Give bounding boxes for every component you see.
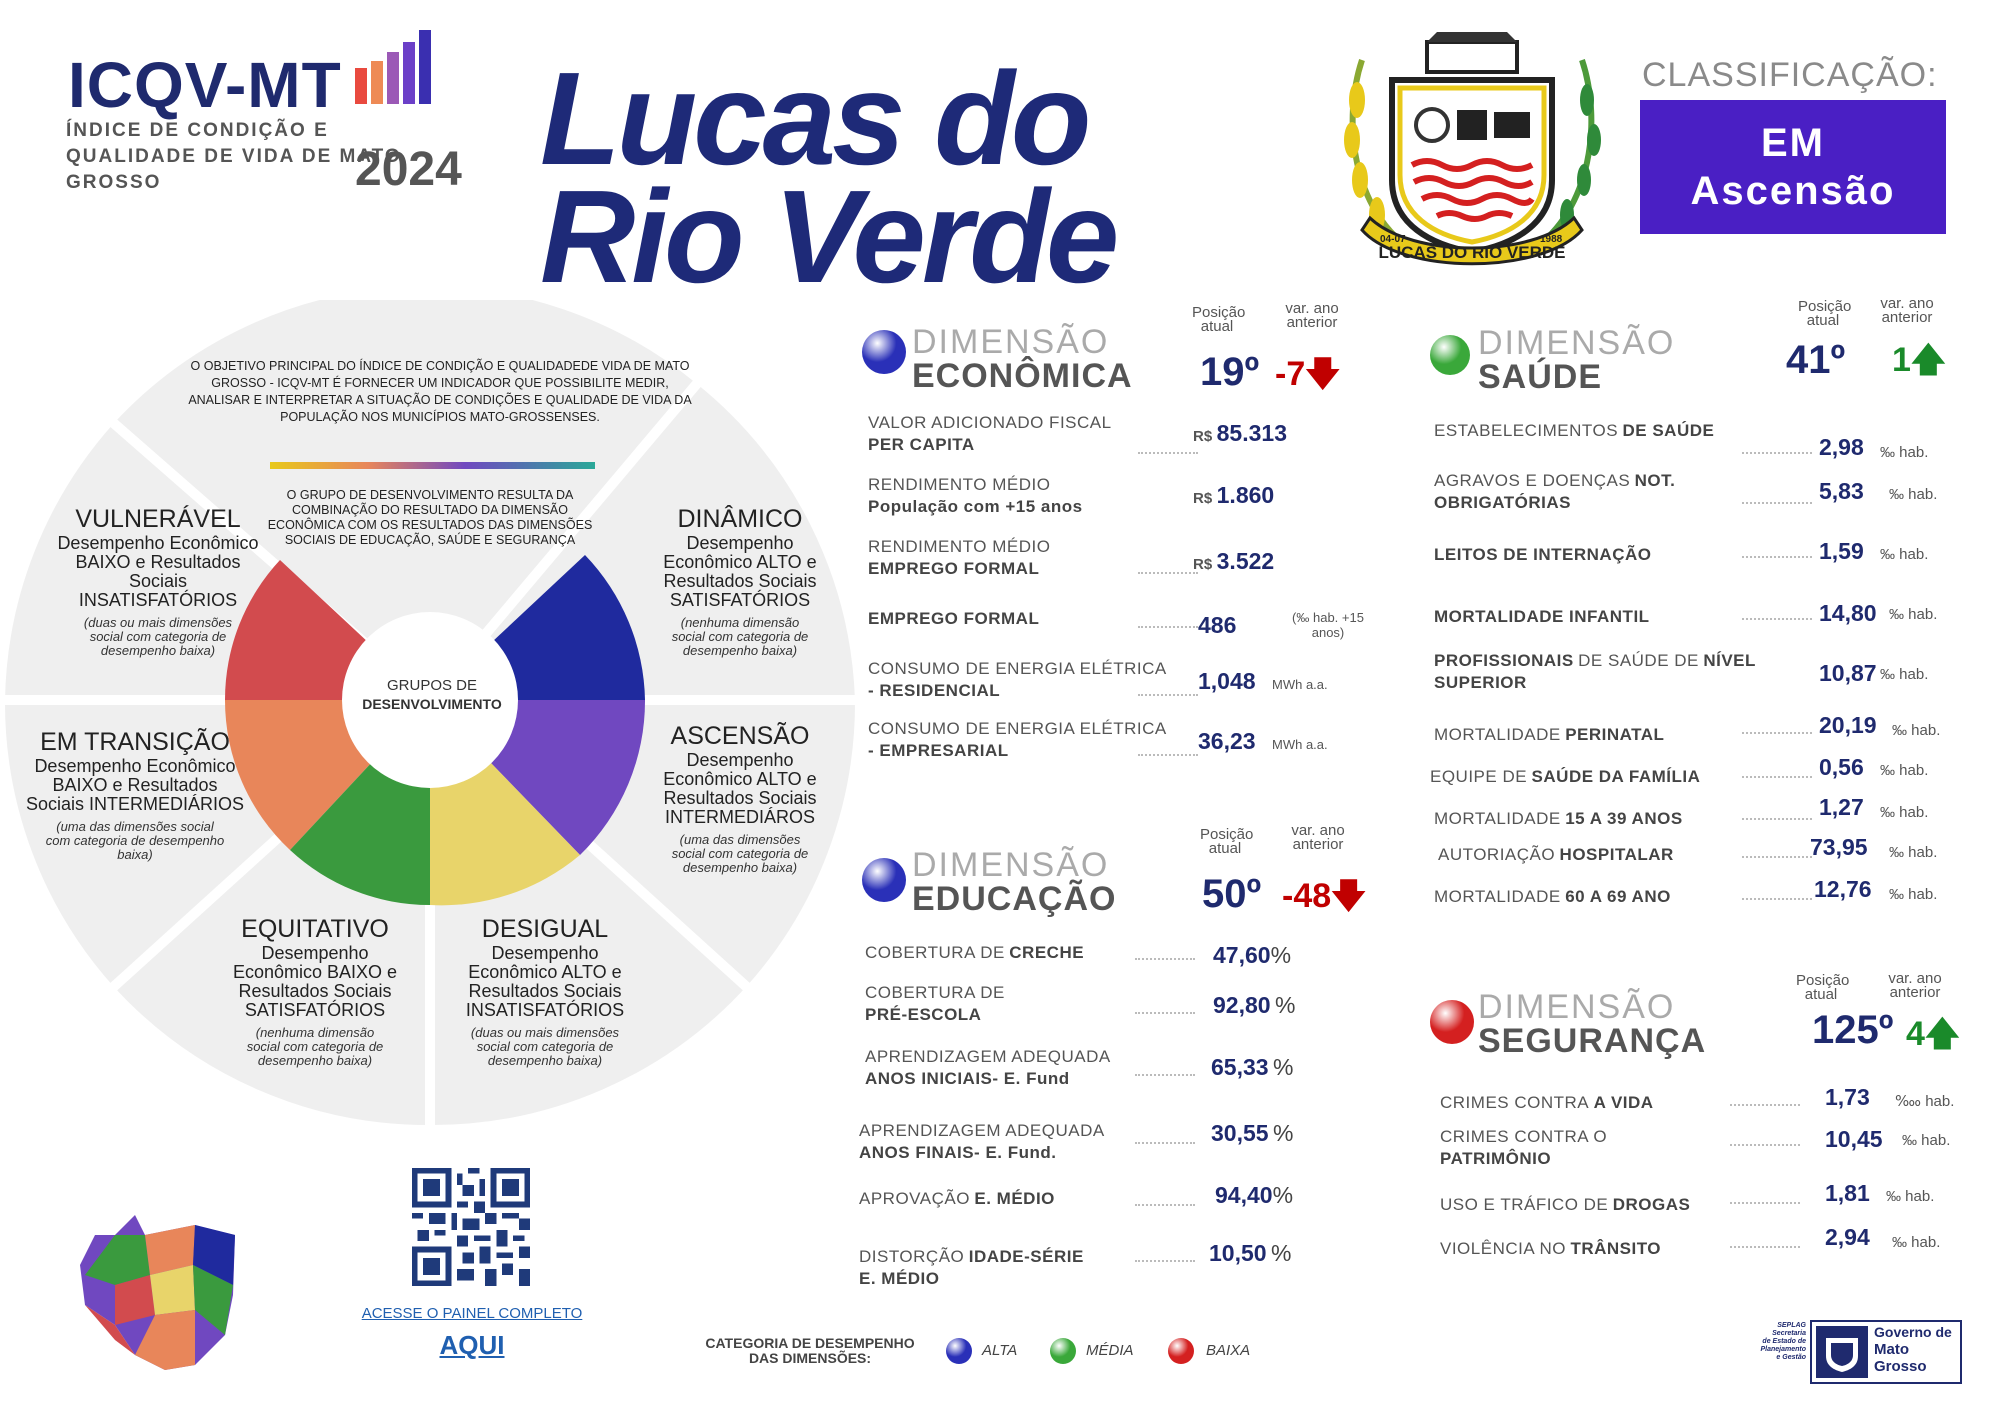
dimension-word: DIMENSÃO xyxy=(1478,324,1676,362)
saude-title xyxy=(1478,326,1675,394)
group-note: (duas ou mais dimensões social com categoria de desempenho baixa) xyxy=(470,1025,620,1068)
legend-alta-dot xyxy=(946,1338,972,1364)
educacao-title xyxy=(912,848,1116,916)
city-line-2: Rio Verde xyxy=(540,163,1116,310)
group-title: ASCENSÃO xyxy=(670,722,810,750)
variation-header: var. ano anterior xyxy=(1888,970,1942,1001)
group-title: DESIGUAL xyxy=(481,915,609,943)
aqui-link[interactable]: AQUI xyxy=(439,1330,505,1360)
panel-link[interactable]: ACESSE O PAINEL COMPLETO xyxy=(361,1305,583,1322)
educacao-variation: -48🡇 xyxy=(1282,877,1367,915)
dimension-word: DIMENSÃO xyxy=(912,323,1110,361)
logo-title: ICQV-MT xyxy=(68,49,342,121)
group-desc: Desempenho Econômico ALTO e Resultados Sociais INTERMEDIÁROS xyxy=(663,750,817,827)
wheel-center-line-2: DESENVOLVIMENTO xyxy=(362,696,502,712)
dimension-word: DIMENSÃO xyxy=(1478,988,1676,1026)
classification-label: CLASSIFICAÇÃO: xyxy=(1642,56,1938,94)
crest-text: LUCAS DO RIO VERDE xyxy=(1378,243,1566,262)
list-item: ESTABELECIMENTOS DE SAÚDE xyxy=(1434,421,1715,440)
group-desc: Desempenho Econômico BAIXO e Resultados Sociais SATISFATÓRIOS xyxy=(232,943,398,1020)
list-item: MORTALIDADE 15 A 39 ANOS xyxy=(1434,809,1683,828)
list-item: USO E TRÁFICO DE DROGAS xyxy=(1440,1195,1691,1214)
dimension-name: ECONÔMICA xyxy=(912,357,1133,395)
list-item: CONSUMO DE ENERGIA ELÉTRICA - EMPRESARIAL xyxy=(868,719,1167,760)
variation-header: var. ano anterior xyxy=(1880,295,1934,326)
list-item: CRIMES CONTRA A VIDA xyxy=(1440,1093,1654,1112)
variation-header: var. ano anterior xyxy=(1285,300,1339,331)
list-item: RENDIMENTO MÉDIO População com +15 anos xyxy=(868,475,1083,516)
seplag-text: SEPLAG Secretaria de Estado de Planejamento e Gestão xyxy=(1760,1322,1806,1361)
objective-text: O OBJETIVO PRINCIPAL DO ÍNDICE DE CONDIÇÃO E QUALIDADEDE VIDA DE MATO GROSSO - ICQV-MT É FORNECER UM INDICADOR QUE POSSIBILITE MEDIR, ANALISAR E INTERPRETAR A SITUAÇÃO DE CONDIÇÕES E QUALIDADE DE VIDA DA POPULAÇÃO NOS MUNICÍPIOS MATO-GROSSENSES. xyxy=(188,359,692,424)
dimension-word: DIMENSÃO xyxy=(912,846,1110,884)
wheel-center-line-1: GRUPOS DE xyxy=(386,677,478,694)
crest-date-right: 1988 xyxy=(1540,234,1563,245)
group-dinamico xyxy=(640,505,840,658)
legend-baixa-dot xyxy=(1168,1338,1194,1364)
group-note: (uma das dimensões social com categoria de desempenho baixa) xyxy=(671,832,809,875)
group-title: DINÂMICO xyxy=(677,505,803,533)
group-desigual xyxy=(445,915,645,1068)
list-item: CONSUMO DE ENERGIA ELÉTRICA - RESIDENCIAL xyxy=(868,659,1167,700)
group-note: (nenhuma dimensão social com categoria de desempenho baixa) xyxy=(671,615,809,658)
gov-line-1: Governo de xyxy=(1874,1324,1952,1340)
gov-line-2: Mato xyxy=(1874,1341,1909,1358)
gov-line-3: Grosso xyxy=(1874,1358,1927,1375)
group-note: (uma das dimensões social com categoria de desempenho baixa) xyxy=(45,819,225,862)
arrow-up-icon: 🡅 xyxy=(1910,341,1946,379)
list-item: MORTALIDADE INFANTIL xyxy=(1434,607,1650,626)
list-item: APRENDIZAGEM ADEQUADA ANOS FINAIS- E. Fund. xyxy=(859,1121,1105,1162)
group-note: (duas ou mais dimensões social com categoria de desempenho baixa) xyxy=(83,615,233,658)
arrow-down-icon: 🡇 xyxy=(1305,355,1341,393)
legend-alta-label: ALTA xyxy=(982,1342,1018,1359)
economica-category-dot xyxy=(862,330,906,374)
qr-code-icon[interactable] xyxy=(412,1168,530,1286)
position-header: Posição atual xyxy=(1192,304,1246,335)
educacao-position: 50º xyxy=(1202,872,1262,916)
list-item: PROFISSIONAIS DE SAÚDE DE NÍVEL SUPERIOR xyxy=(1434,651,1756,692)
city-name xyxy=(540,45,1116,310)
seguranca-title xyxy=(1478,990,1706,1058)
logo-bars-icon xyxy=(355,28,465,108)
educacao-category-dot xyxy=(862,858,906,902)
classification-line-2: Ascensão xyxy=(1690,169,1896,213)
group-desc: Desempenho Econômico BAIXO e Resultados Sociais INSATISFATÓRIOS xyxy=(57,533,259,610)
group-title: EQUITATIVO xyxy=(241,915,389,943)
list-item: COBERTURA DE CRECHE xyxy=(865,943,1085,962)
crest-date-left: 04-07 xyxy=(1380,234,1406,245)
list-item: AGRAVOS E DOENÇAS NOT. OBRIGATÓRIAS xyxy=(1434,471,1676,512)
list-item: MORTALIDADE PERINATAL xyxy=(1434,725,1665,744)
group-transicao xyxy=(25,728,245,862)
arrow-up-icon: 🡅 xyxy=(1924,1015,1960,1053)
city-crest-icon xyxy=(1322,30,1622,290)
state-seal-icon xyxy=(1816,1326,1868,1378)
economica-position: 19º xyxy=(1200,350,1260,394)
economica-variation: -7🡇 xyxy=(1275,355,1341,393)
group-equitativo xyxy=(215,915,415,1068)
legend-title: CATEGORIA DE DESEMPENHO DAS DIMENSÕES: xyxy=(705,1335,915,1366)
list-item: COBERTURA DE PRÉ-ESCOLA xyxy=(865,983,1005,1024)
group-ascensao xyxy=(650,722,830,875)
position-header: Posição atual xyxy=(1798,298,1852,329)
group-desc: Desempenho Econômico ALTO e Resultados Sociais SATISFATÓRIOS xyxy=(663,533,817,610)
group-explanation-text: O GRUPO DE DESENVOLVIMENTO RESULTA DA COMBINAÇÃO DO RESULTADO DA DIMENSÃO ECONÔMICA COM OS RESULTADOS DAS DIMENSÕES SOCIAIS DE EDUCAÇÃO, SAÚDE E SEGURANÇA xyxy=(267,488,593,547)
group-desc: Desempenho Econômico BAIXO e Resultados Sociais INTERMEDIÁRIOS xyxy=(25,756,245,814)
position-header: Posição atual xyxy=(1200,826,1254,857)
legend-baixa-label: BAIXA xyxy=(1206,1342,1251,1359)
list-item: VALOR ADICIONADO FISCAL PER CAPITA xyxy=(868,413,1112,454)
list-item: RENDIMENTO MÉDIO EMPREGO FORMAL xyxy=(868,537,1051,578)
group-note: (nenhuma dimensão social com categoria de desempenho baixa) xyxy=(246,1025,384,1068)
saude-category-dot xyxy=(1430,335,1470,375)
group-desc: Desempenho Econômico ALTO e Resultados Sociais INSATISFATÓRIOS xyxy=(465,943,625,1020)
position-header: Posição atual xyxy=(1796,972,1850,1003)
legend-media-dot xyxy=(1050,1338,1076,1364)
classification-badge xyxy=(1640,100,1946,234)
city-line-1: Lucas do xyxy=(540,45,1088,192)
group-vulneravel xyxy=(48,505,268,658)
seguranca-category-dot xyxy=(1430,1000,1474,1044)
logo-subtitle: ÍNDICE DE CONDIÇÃO E QUALIDADE DE VIDA DE MATO GROSSO xyxy=(66,120,402,193)
dimension-name: SAÚDE xyxy=(1478,358,1603,396)
logo-year: 2024 xyxy=(355,143,462,196)
list-item: MORTALIDADE 60 A 69 ANO xyxy=(1434,887,1671,906)
government-logo xyxy=(1810,1320,1962,1384)
list-item: AUTORIAÇÃO HOSPITALAR xyxy=(1438,845,1674,864)
seguranca-position: 125º xyxy=(1812,1008,1894,1052)
list-item: VIOLÊNCIA NO TRÂNSITO xyxy=(1440,1239,1662,1258)
list-item: APRENDIZAGEM ADEQUADA ANOS INICIAIS- E. Fund xyxy=(865,1047,1111,1088)
arrow-down-icon: 🡇 xyxy=(1331,877,1367,915)
seguranca-variation: 4🡅 xyxy=(1906,1015,1960,1053)
list-item: EMPREGO FORMAL xyxy=(868,609,1040,628)
list-item: APROVAÇÃO E. MÉDIO xyxy=(859,1189,1055,1208)
list-item: EQUIPE DE SAÚDE DA FAMÍLIA xyxy=(1430,767,1701,786)
group-title: VULNERÁVEL xyxy=(75,505,241,533)
classification-line-1: EM xyxy=(1761,121,1825,165)
saude-position: 41º xyxy=(1786,338,1846,382)
list-item: LEITOS DE INTERNAÇÃO xyxy=(1434,545,1652,564)
saude-variation: 1🡅 xyxy=(1892,341,1946,379)
legend-media-label: MÉDIA xyxy=(1086,1342,1134,1359)
dimension-name: EDUCAÇÃO xyxy=(912,880,1117,918)
dimension-name: SEGURANÇA xyxy=(1478,1022,1707,1060)
group-title: EM TRANSIÇÃO xyxy=(40,728,230,756)
mato-grosso-map-icon xyxy=(75,1205,245,1375)
list-item: CRIMES CONTRA O PATRIMÔNIO xyxy=(1440,1127,1608,1168)
list-item: DISTORÇÃO IDADE-SÉRIE E. MÉDIO xyxy=(859,1247,1084,1288)
variation-header: var. ano anterior xyxy=(1291,822,1345,853)
economica-title xyxy=(912,325,1133,393)
